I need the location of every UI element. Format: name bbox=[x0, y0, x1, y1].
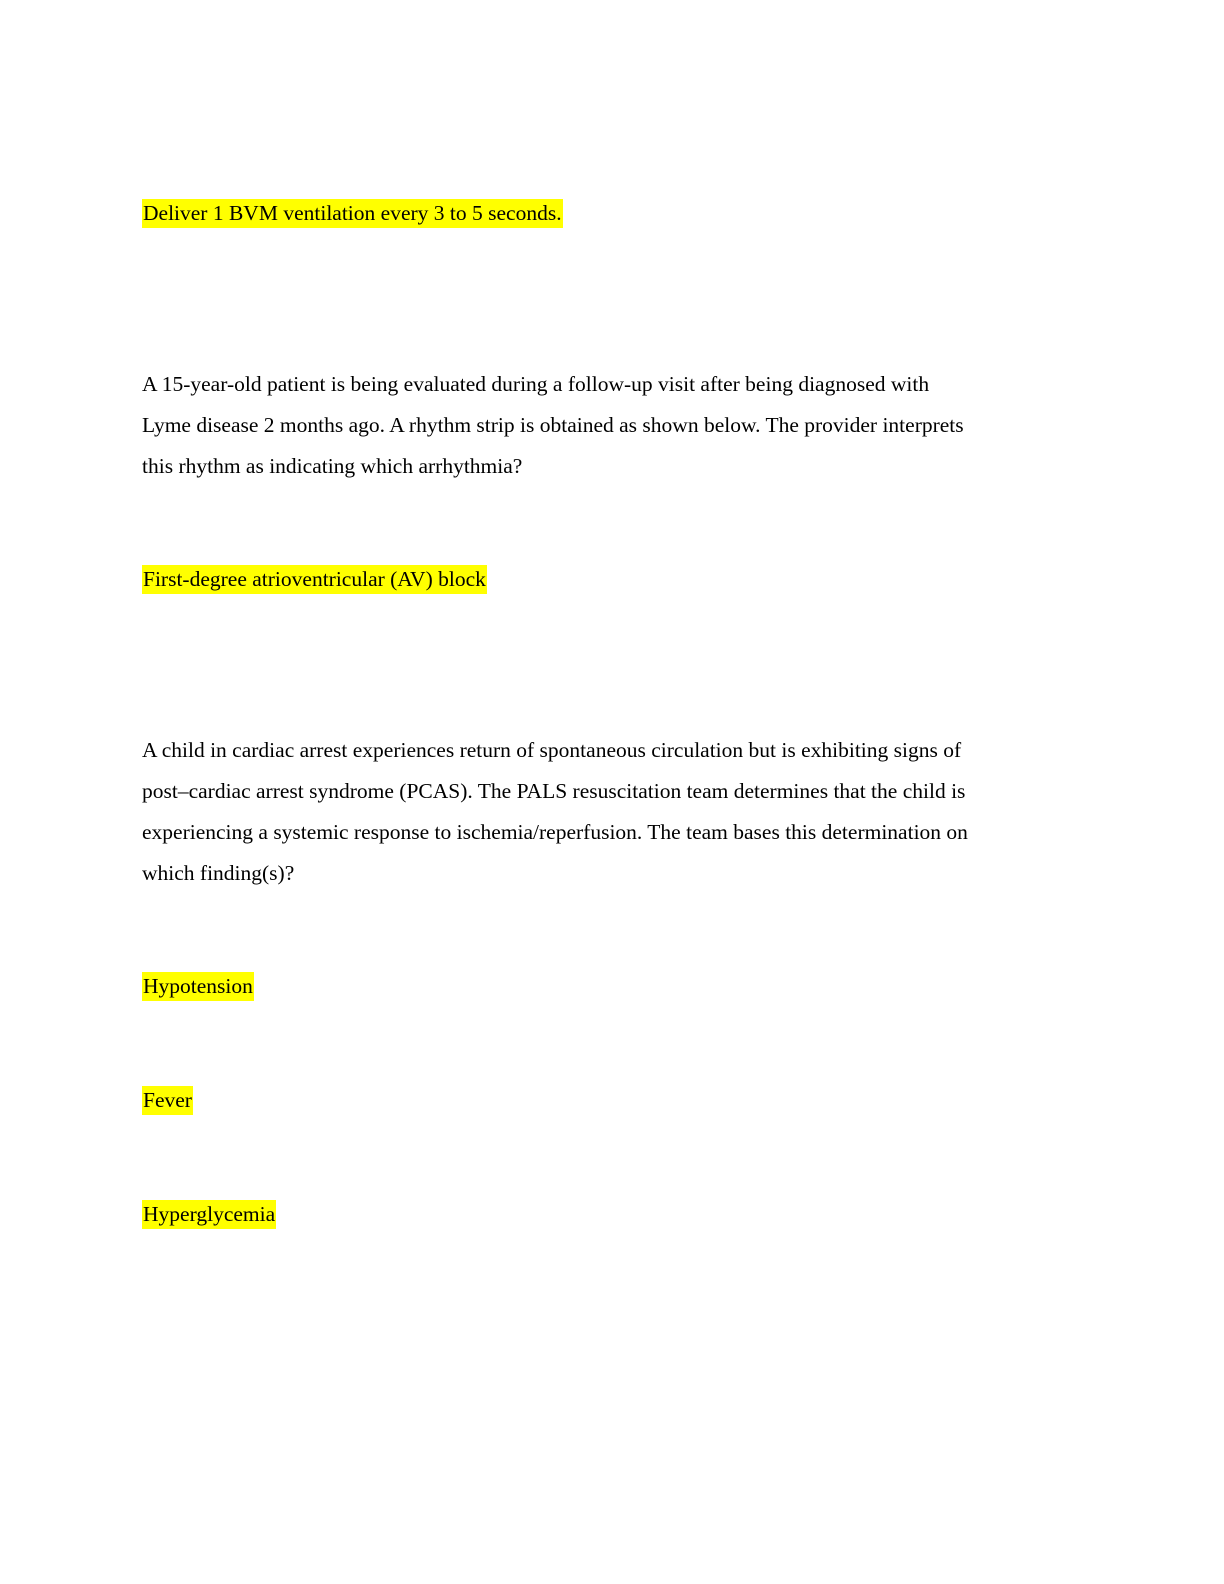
question-paragraph bbox=[142, 364, 1072, 487]
highlighted-answer: First-degree atrioventricular (AV) block bbox=[142, 565, 487, 594]
answer-text bbox=[142, 559, 1072, 600]
answer-text bbox=[142, 966, 1072, 1007]
question-line: A child in cardiac arrest experiences return of spontaneous circulation but is exhibiting signs of bbox=[142, 738, 962, 762]
answer-text bbox=[142, 193, 1072, 234]
highlighted-answer: Deliver 1 BVM ventilation every 3 to 5 seconds. bbox=[142, 199, 563, 228]
question-line: experiencing a systemic response to ischemia/reperfusion. The team bases this determination on bbox=[142, 820, 968, 844]
highlighted-answer: Hypotension bbox=[142, 972, 254, 1001]
question-line: Lyme disease 2 months ago. A rhythm strip is obtained as shown below. The provider interprets bbox=[142, 413, 964, 437]
question-line: post–cardiac arrest syndrome (PCAS). The PALS resuscitation team determines that the child is bbox=[142, 779, 966, 803]
question-paragraph bbox=[142, 730, 1072, 894]
answer-text bbox=[142, 1194, 1072, 1235]
answer-text bbox=[142, 1080, 1072, 1121]
question-line: A 15-year-old patient is being evaluated during a follow-up visit after being diagnosed with bbox=[142, 372, 930, 396]
highlighted-answer: Fever bbox=[142, 1086, 193, 1115]
highlighted-answer: Hyperglycemia bbox=[142, 1200, 276, 1229]
question-line: this rhythm as indicating which arrhythmia? bbox=[142, 454, 523, 478]
question-line: which finding(s)? bbox=[142, 861, 295, 885]
